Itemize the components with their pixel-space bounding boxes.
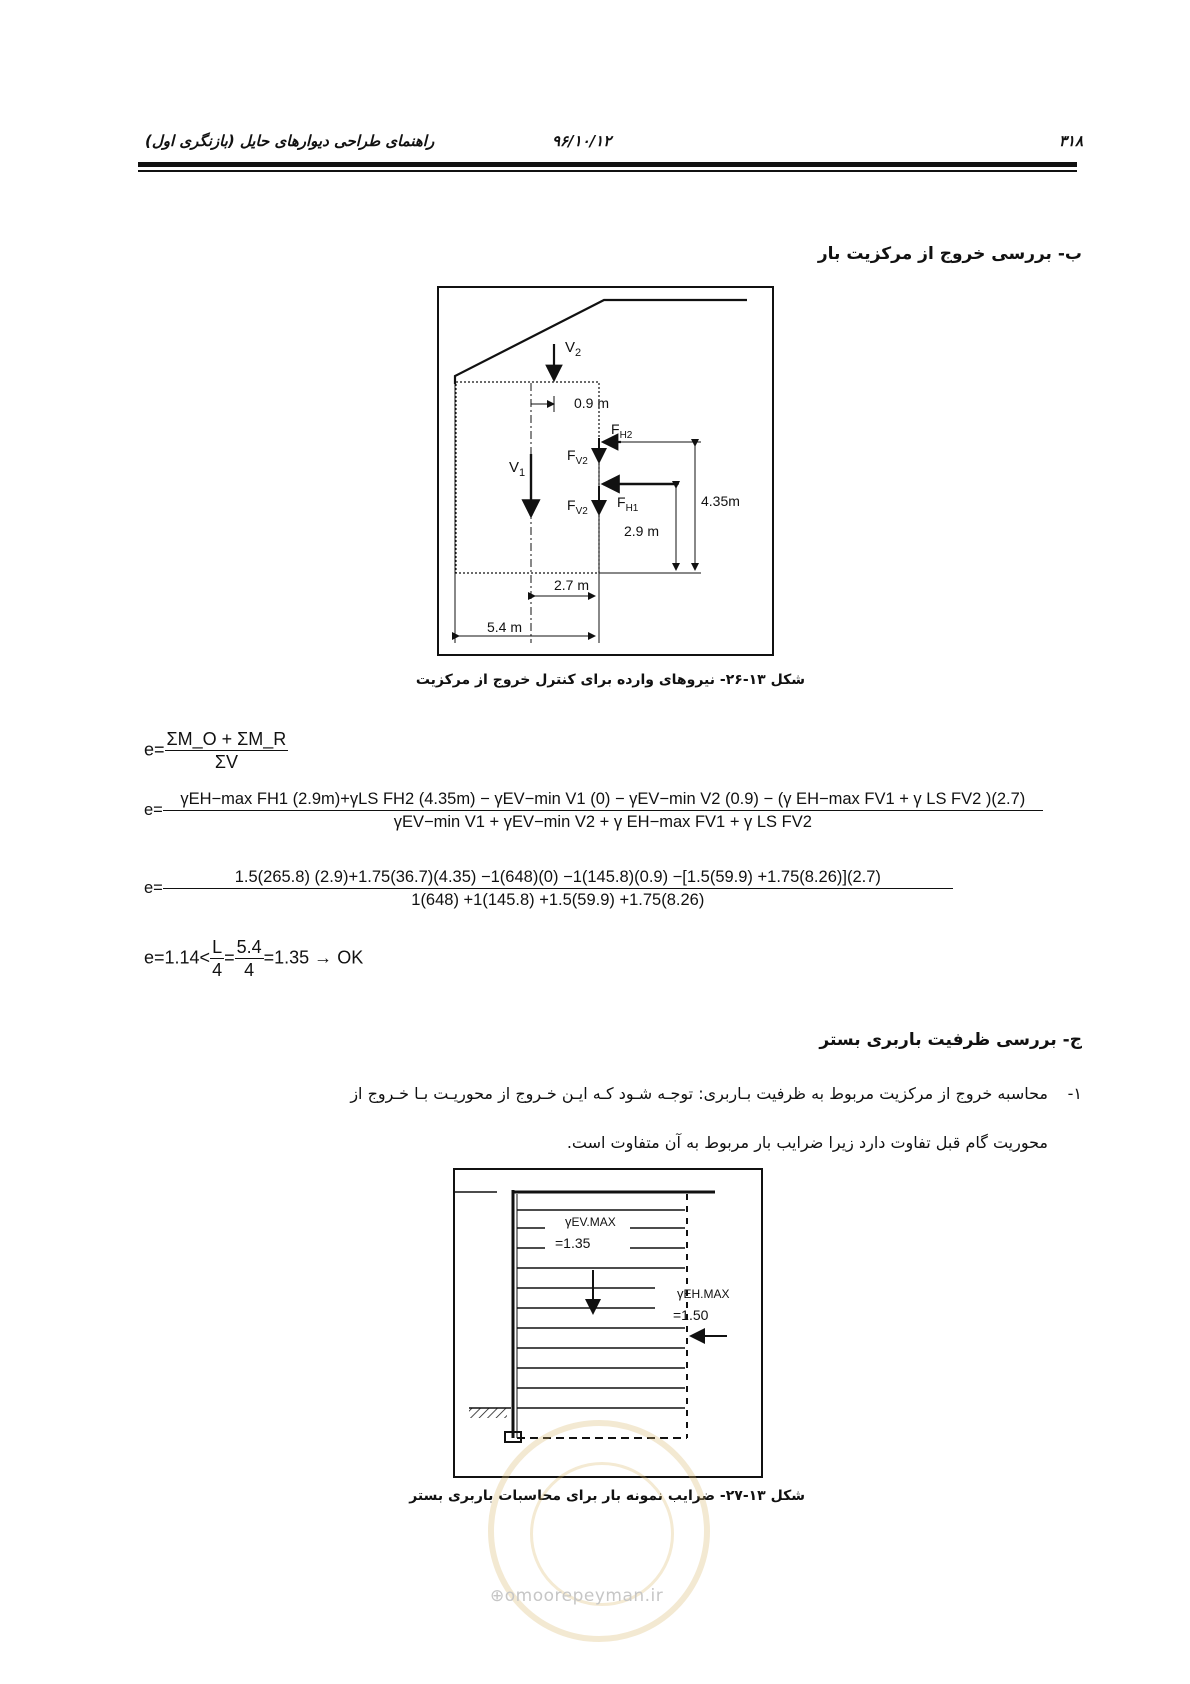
eq1-numerator: ΣM_O + ΣM_R: [166, 729, 287, 749]
dim-54-label: 5.4 m: [487, 619, 523, 635]
gamma-ev-label: γEV.MAX: [565, 1214, 616, 1229]
eq2-lhs: e=: [144, 800, 163, 819]
figure-26-frame: [437, 286, 774, 656]
dim-29-label: 2.9 m: [624, 523, 660, 539]
dim-27-label: 2.7 m: [554, 577, 590, 593]
equation-1: [144, 728, 288, 773]
eq4-fraction-2: $\frac{5.4}{4}$: [236, 937, 262, 980]
header-rule-thick: [138, 162, 1077, 167]
equation-3: [144, 866, 953, 911]
equation-2: [144, 788, 1043, 833]
toe-ground-hatch: [469, 1408, 507, 1418]
eq3-lhs: e=: [144, 878, 163, 897]
gamma-eh-label: γEH.MAX: [677, 1286, 730, 1301]
fv2-top-label: $F_{V2}$: [567, 447, 588, 467]
eq1-denominator: ΣV: [214, 752, 238, 772]
page-number: ۳۱۸: [1058, 132, 1083, 150]
eq3-denominator: 1(648) +1(145.8) +1.5(59.9) +1.75(8.26): [411, 891, 705, 909]
eq4-fraction-1: $\frac{L}{4}$: [212, 937, 223, 980]
eq2-denominator: γEV−min V1 + γEV−min V2 + γ EH−max FV1 + γ LS FV2: [393, 813, 812, 831]
paragraph-line-1: محاسبه خروج از مرکزیت مربوط به ظرفیت بـاربری: توجـه شـود کـه ایـن خـروج از محوریـت بـا خـروج از: [350, 1084, 1048, 1103]
eq3-numerator: 1.5(265.8) (2.9)+1.75(36.7)(4.35) −1(648)(0) −1(145.8)(0.9) −[1.5(59.9) +1.75(8.26)](2.7): [163, 866, 953, 889]
fh2-label: $F_{H2}$: [611, 421, 633, 441]
dim-435-label: 4.35m: [701, 493, 740, 509]
dim-09-label: 0.9 m: [574, 395, 610, 411]
watermark-seal-inner: [530, 1462, 674, 1606]
section-c-title: ج- بررسی ظرفیت باربری بستر: [819, 1030, 1082, 1050]
eq1-fraction: [165, 728, 289, 773]
header-book-title: راهنمای طراحی دیوارهای حایل (بازنگری اول): [145, 132, 435, 150]
v1-label: $V_1$: [509, 459, 526, 479]
gamma-eh-value: =1.50: [673, 1307, 709, 1323]
fv2-bottom-label: $F_{V2}$: [567, 497, 588, 517]
backfill-slope-line: [455, 300, 747, 384]
eq1-lhs: e=: [144, 739, 165, 760]
item-number: ۱-: [1067, 1084, 1082, 1103]
eq2-fraction: [163, 788, 1043, 833]
v2-label: $V_2$: [565, 339, 582, 359]
figure-26-caption: شکل ۱۳-۲۶- نیروهای وارده برای کنترل خروج از مرکزیت: [415, 672, 805, 688]
fh1-label: $F_{H1}$: [617, 494, 639, 514]
figure-26-diagram: [439, 288, 772, 654]
figure-27-caption: شکل ۱۳-۲۷- ضرایب نمونه بار برای محاسبات باربری بستر: [409, 1488, 805, 1504]
eq3-fraction: [163, 866, 953, 911]
watermark-site: ⊕omoorepeyman.ir: [490, 1586, 664, 1606]
eq2-numerator: γEH−max FH1 (2.9m)+γLS FH2 (4.35m) − γEV−min V1 (0) − γEV−min V2 (0.9) − (γ EH−max FV1 + γ LS FV2 )(2.7): [163, 788, 1043, 811]
header-date: ۹۶/۱۰/۱۲: [552, 132, 612, 150]
section-b-title: ب- بررسی خروج از مرکزیت بار: [817, 244, 1082, 264]
globe-icon: ⊕: [490, 1586, 505, 1606]
equation-4: e=1.14< $\frac{L}{4}$ = $\frac{5.4}{4}$ =1.35 → OK: [144, 937, 364, 980]
header-rule-thin: [138, 170, 1077, 172]
gamma-ev-value: =1.35: [555, 1235, 591, 1251]
eq4-lhs: e=1.14<: [144, 947, 211, 968]
eq4-rhs: =1.35 → OK: [263, 947, 364, 968]
paragraph-line-2: محوریت گام قبل تفاوت دارد زیرا ضرایب بار مربوط به آن متفاوت است.: [566, 1133, 1048, 1152]
soil-layers: [517, 1210, 685, 1408]
